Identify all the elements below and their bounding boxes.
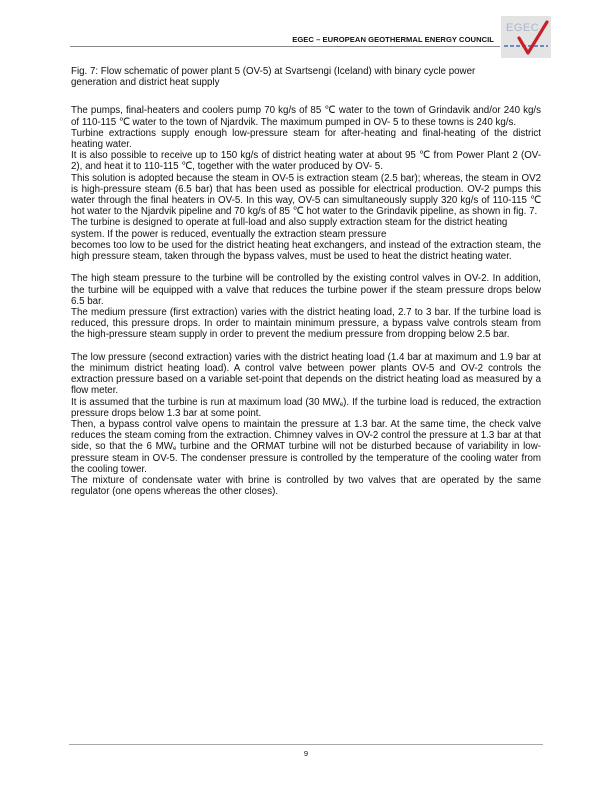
text-span: It is assumed that the turbine is run at maximum load (30 MW [71, 396, 340, 408]
paragraph: The pumps, final-heaters and coolers pump 70 kg/s of 85 ℃ water to the town of Grindavik and/or 240 kg/s of 110-115 ℃ water to the town of Njardvik. The maximum pumped in OV- 5 to these towns is 240 kg/s. [71, 105, 541, 128]
egec-logo [501, 16, 551, 58]
text-span: Then, a bypass control valve opens to maintain the pressure at 1.3 bar. At the same time, the check valve reduces the steam coming from the extraction. Chimney valves in OV-2 control the pressure at 1.3 bar at that side, so that the 6 MW [71, 419, 541, 453]
paragraph [71, 419, 541, 475]
text-span: ). If the turbine load is reduced, the extraction pressure drops below 1.3 bar at some point. [71, 396, 541, 419]
paragraph: The high steam pressure to the turbine will be controlled by the existing control valves in OV-2. In addition, the turbine will be equipped with a valve that reduces the turbine power if the steam pressure drops below 6.5 bar. [71, 273, 541, 307]
caption-line-2: generation and district heat supply [71, 77, 220, 89]
caption-line-1: Fig. 7: Flow schematic of power plant 5 (OV-5) at Svartsengi (Iceland) with binary cycle power [71, 66, 476, 77]
subscript: e [172, 446, 177, 453]
text-span: turbine and the ORMAT turbine will not be disturbed because of variability in low-pressure steam in OV-5. The condenser pressure is controlled by the temperature of the cooling water from the cooling tower. [71, 441, 541, 475]
figure-caption [71, 66, 541, 88]
paragraph: Turbine extractions supply enough low-pressure steam for after-heating and final-heating of the district heating water. [71, 127, 541, 151]
paragraph [71, 397, 541, 419]
logo-text: EGEC [506, 22, 540, 34]
paragraph: This solution is adopted because the steam in OV-5 is extraction steam (2.5 bar); whereas, the steam in OV2 is high-pressure steam (6.5 bar) that has been used as possible for electrical production. OV-2 pumps this water through the final heaters in OV-5. In this way, OV-5 can simultaneously supply 320 kg/s of 110-115 ℃ hot water to the Njardvik pipeline and 70 kg/s of 85 ℃ hot water to the Grindavik pipeline, as shown in fig. 7. [71, 172, 541, 218]
footer-divider [69, 744, 543, 745]
paragraph: The low pressure (second extraction) varies with the district heating load (1.4 bar at maximum and 1.9 bar at the minimum district heating load). A control valve between power plants OV-5 and OV-2 controls the extraction pressure based on a variable set-point that depends on the district heating load as measured by a flow meter. [71, 351, 541, 397]
checkmark-icon [501, 16, 551, 58]
subscript: e [339, 401, 344, 408]
paragraph: The mixture of condensate water with brine is controlled by two valves that are operated by the same regulator (one opens whereas the other closes). [71, 475, 541, 498]
paragraph: It is also possible to receive up to 150 kg/s of district heating water at about 95 ℃ from Power Plant 2 (OV-2), and heat it to 110-115 ℃, together with the water produced by OV- 5. [71, 150, 541, 173]
header-title: EGEC – EUROPEAN GEOTHERMAL ENERGY COUNCIL [292, 35, 494, 44]
paragraph: becomes too low to be used for the district heating heat exchangers, and instead of the extraction steam, the high pressure steam, taken through the bypass valves, must be used to heat the district heating water. [71, 239, 541, 263]
header-divider [70, 46, 500, 47]
document-body [71, 66, 541, 497]
paragraph: The turbine is designed to operate at full-load and also supply extraction steam for the district heating system. If the power is reduced, eventually the extraction steam pressure [71, 217, 508, 240]
paragraph: The medium pressure (first extraction) varies with the district heating load, 2.7 to 3 bar. If the turbine load is reduced, this pressure drops. In order to maintain minimum pressure, a bypass valve controls steam from the high-pressure steam supply in order to prevent the medium pressure from dropping below 2.5 bar. [71, 307, 541, 341]
page-number: 9 [303, 749, 309, 758]
